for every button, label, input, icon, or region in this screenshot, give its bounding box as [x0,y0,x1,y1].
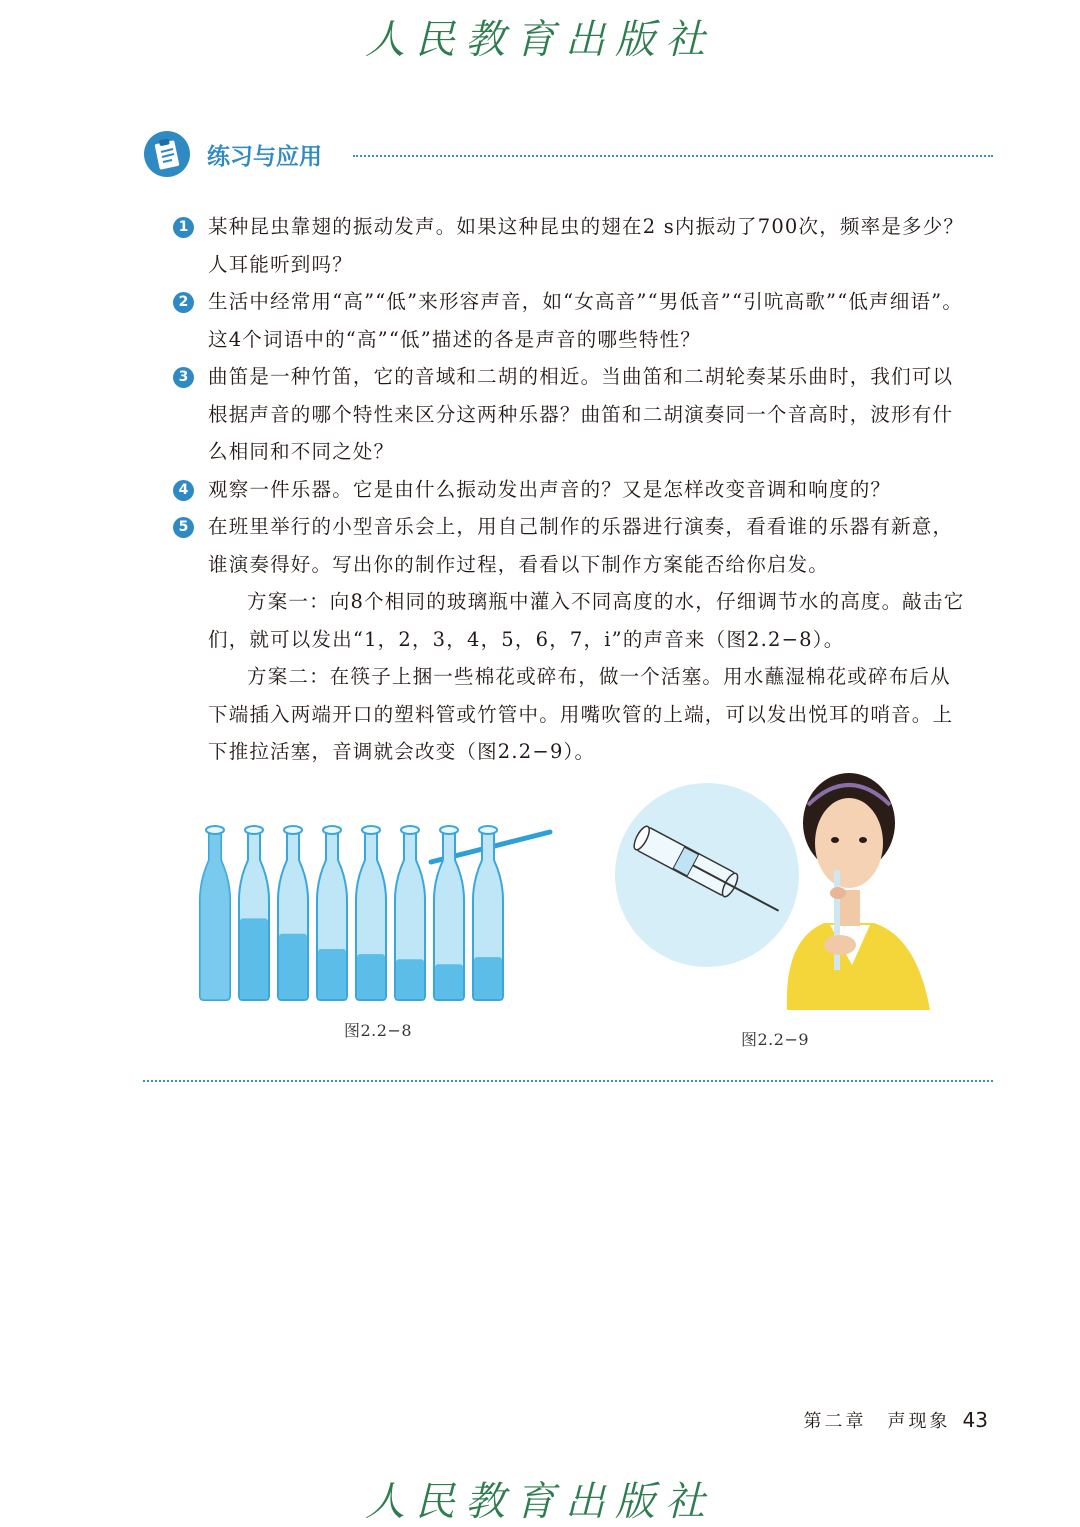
glass-bottle [395,826,425,1000]
girl-playing-whistle [787,773,930,1010]
bottle-water [279,934,307,999]
glass-bottle [317,826,347,1000]
exercise-number: 1 [173,217,194,238]
exercise-text: 某种昆虫靠翅的振动发声。如果这种昆虫的翅在2 s内振动了700次，频率是多少？人耳能听到吗？ [208,215,965,276]
bottles-figure [195,820,565,1010]
exercise-clipboard-icon [143,130,191,178]
exercise-list [170,208,970,771]
bottle-water [474,957,502,999]
exercise-number: 5 [173,517,194,538]
bottle-water [396,959,424,999]
glass-bottle [278,826,308,1000]
exercise-item [170,283,970,358]
chapter-title: 第二章 声现象 [803,1411,951,1432]
exercise-number: 2 [173,292,194,313]
publisher-watermark-bottom: 人民教育出版社 [365,1479,715,1525]
figure-caption-2-2-9: 图2.2−9 [741,1030,810,1049]
page-number: 43 [962,1408,988,1432]
exercise-item [170,208,970,283]
exercise-text: 观察一件乐器。它是由什么振动发出声音的？又是怎样改变音调和响度的？ [208,477,892,501]
exercise-item [170,508,970,771]
exercise-text: 生活中经常用“高”“低”来形容声音，如“女高音”“男低音”“引吭高歌”“低声细语”。这4个词语中的“高”“低”描述的各是声音的哪些特性？ [208,290,964,351]
exercise-item [170,358,970,471]
bottle-water [318,949,346,999]
exercise-number: 4 [173,480,194,501]
glass-bottle [239,826,269,1000]
bottle-water [435,964,463,999]
exercise-number: 3 [173,367,194,388]
section-divider [353,155,993,157]
exercise-text: 在班里举行的小型音乐会上，用自己制作的乐器进行演奏，看看谁的乐器有新意，谁演奏得好。写出你的制作过程，看看以下制作方案能否给你启发。 [208,515,954,576]
page-footer [804,1407,988,1433]
section-header [143,128,993,184]
bottle-water [240,918,268,999]
bottle-water [357,954,385,999]
publisher-watermark-top: 人民教育出版社 [365,17,715,63]
figure-caption-2-2-8: 图2.2−8 [344,1021,413,1040]
section-end-divider [143,1080,993,1082]
whistle-figure [612,765,942,1015]
exercise-text: 曲笛是一种竹笛，它的音域和二胡的相近。当曲笛和二胡轮奏某乐曲时，我们可以根据声音的哪个特性来区分这两种乐器？曲笛和二胡演奏同一个音高时，波形有什么相同和不同之处？ [208,365,954,463]
glass-bottle [434,826,464,1000]
glass-bottle [200,826,230,1000]
plan-one-paragraph: 方案一：向8个相同的玻璃瓶中灌入不同高度的水，仔细调节水的高度。敲击它们，就可以发出“1，2，3，4，5，6，7，i”的声音来（图2.2−8）。 [208,590,965,651]
plan-two-paragraph: 方案二：在筷子上捆一些棉花或碎布，做一个活塞。用水蘸湿棉花或碎布后从下端插入两端开口的塑料管或竹管中。用嘴吹管的上端，可以发出悦耳的哨音。上下推拉活塞，音调就会改变（图2.2−9）。 [208,665,954,763]
exercise-item [170,471,970,509]
section-title: 练习与应用 [207,144,322,170]
glass-bottle [356,826,386,1000]
